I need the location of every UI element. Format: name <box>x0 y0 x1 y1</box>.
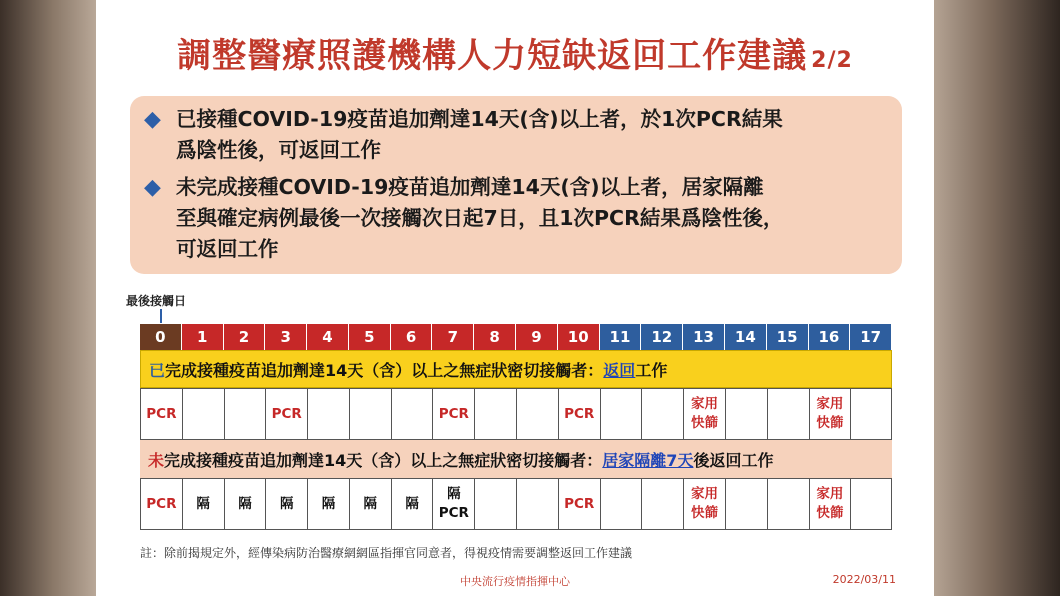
day-10: 10 <box>558 324 600 350</box>
row2-day-8 <box>474 478 516 530</box>
row2-day-1: 隔 <box>182 478 224 530</box>
day-2: 2 <box>224 324 266 350</box>
background-right <box>934 0 1060 596</box>
row1-day-14 <box>725 388 767 440</box>
row1-day-11 <box>600 388 642 440</box>
row1-day-16: 家用 快篩 <box>809 388 851 440</box>
row2-day-7: 隔 PCR <box>432 478 474 530</box>
day-6: 6 <box>391 324 433 350</box>
row1-day-1 <box>182 388 224 440</box>
row1-text: 完成接種疫苗追加劑達14天（含）以上之無症狀密切接觸者： <box>165 360 604 380</box>
day-8: 8 <box>474 324 516 350</box>
row1-day-6 <box>391 388 433 440</box>
row1-day-2 <box>224 388 266 440</box>
row2-tail: 後返回工作 <box>693 450 774 470</box>
row1-day-13: 家用 快篩 <box>683 388 725 440</box>
row2-banner <box>140 440 892 478</box>
timeline-grid <box>140 324 892 530</box>
bullet-line: 已接種COVID-19疫苗追加劑達14天(含)以上者，於1次PCR結果 <box>176 107 783 131</box>
row2-lead: 未 <box>148 450 165 470</box>
row1-highlight: 返回 <box>603 360 636 380</box>
bullet-line: 爲陰性後，可返回工作 <box>176 138 381 162</box>
day-16: 16 <box>809 324 851 350</box>
day-1: 1 <box>182 324 224 350</box>
info-box <box>130 96 902 274</box>
row2-text: 完成接種疫苗追加劑達14天（含）以上之無症狀密切接觸者： <box>164 450 603 470</box>
row2-day-16: 家用 快篩 <box>809 478 851 530</box>
last-contact-marker <box>160 309 162 323</box>
row1-lead: 已 <box>149 360 166 380</box>
bullet-vaccinated <box>144 104 783 166</box>
diamond-bullet-icon: ◆ <box>144 107 161 132</box>
row1-banner <box>140 350 892 388</box>
row2-day-15 <box>767 478 809 530</box>
day-11: 11 <box>600 324 642 350</box>
page-indicator: 2/2 <box>811 48 853 73</box>
diamond-bullet-icon: ◆ <box>144 175 161 200</box>
day-header-row <box>140 324 892 350</box>
bullet-line: 未完成接種COVID-19疫苗追加劑達14天(含)以上者，居家隔離 <box>176 175 764 199</box>
row2-day-5: 隔 <box>349 478 391 530</box>
row2-day-0: PCR <box>140 478 182 530</box>
day-0: 0 <box>140 324 182 350</box>
row1-day-3: PCR <box>265 388 307 440</box>
row1-day-0: PCR <box>140 388 182 440</box>
row2-day-10: PCR <box>558 478 600 530</box>
row1-day-4 <box>307 388 349 440</box>
footnote: 註：除前揭規定外，經傳染病防治醫療網網區指揮官同意者，得視疫情需要調整返回工作建議 <box>140 546 633 560</box>
day-5: 5 <box>349 324 391 350</box>
day-3: 3 <box>265 324 307 350</box>
row1-cells <box>140 388 892 440</box>
row1-day-10: PCR <box>558 388 600 440</box>
row1-day-12 <box>641 388 683 440</box>
day-17: 17 <box>850 324 892 350</box>
row2-day-9 <box>516 478 558 530</box>
day-14: 14 <box>725 324 767 350</box>
title-text: 調整醫療照護機構人力短缺返回工作建議 <box>177 36 808 76</box>
row2-day-13: 家用 快篩 <box>683 478 725 530</box>
bullet-unvaccinated <box>144 172 783 265</box>
row2-highlight: 居家隔離7天 <box>602 450 694 470</box>
day-4: 4 <box>307 324 349 350</box>
row1-tail: 工作 <box>635 360 668 380</box>
row2-cells <box>140 478 892 530</box>
background-left <box>0 0 96 596</box>
day-12: 12 <box>641 324 683 350</box>
row1-day-5 <box>349 388 391 440</box>
row2-day-2: 隔 <box>224 478 266 530</box>
day-13: 13 <box>683 324 725 350</box>
day-15: 15 <box>767 324 809 350</box>
row2-day-4: 隔 <box>307 478 349 530</box>
row2-day-14 <box>725 478 767 530</box>
row1-day-7: PCR <box>432 388 474 440</box>
row1-day-15 <box>767 388 809 440</box>
slide <box>96 0 934 596</box>
day-9: 9 <box>516 324 558 350</box>
row2-day-6: 隔 <box>391 478 433 530</box>
day-7: 7 <box>432 324 474 350</box>
footer-date: 2022/03/11 <box>832 573 896 586</box>
last-contact-label: 最後接觸日 <box>126 294 187 308</box>
bullet-line: 至與確定病例最後一次接觸次日起7日，且1次PCR結果爲陰性後， <box>176 206 784 230</box>
bullet-line: 可返回工作 <box>176 237 279 261</box>
footer-organization: 中央流行疫情指揮中心 <box>460 575 570 588</box>
row1-day-8 <box>474 388 516 440</box>
row1-day-17 <box>850 388 892 440</box>
row1-day-9 <box>516 388 558 440</box>
row2-day-11 <box>600 478 642 530</box>
row2-day-3: 隔 <box>265 478 307 530</box>
slide-title <box>96 28 934 77</box>
row2-day-17 <box>850 478 892 530</box>
row2-day-12 <box>641 478 683 530</box>
